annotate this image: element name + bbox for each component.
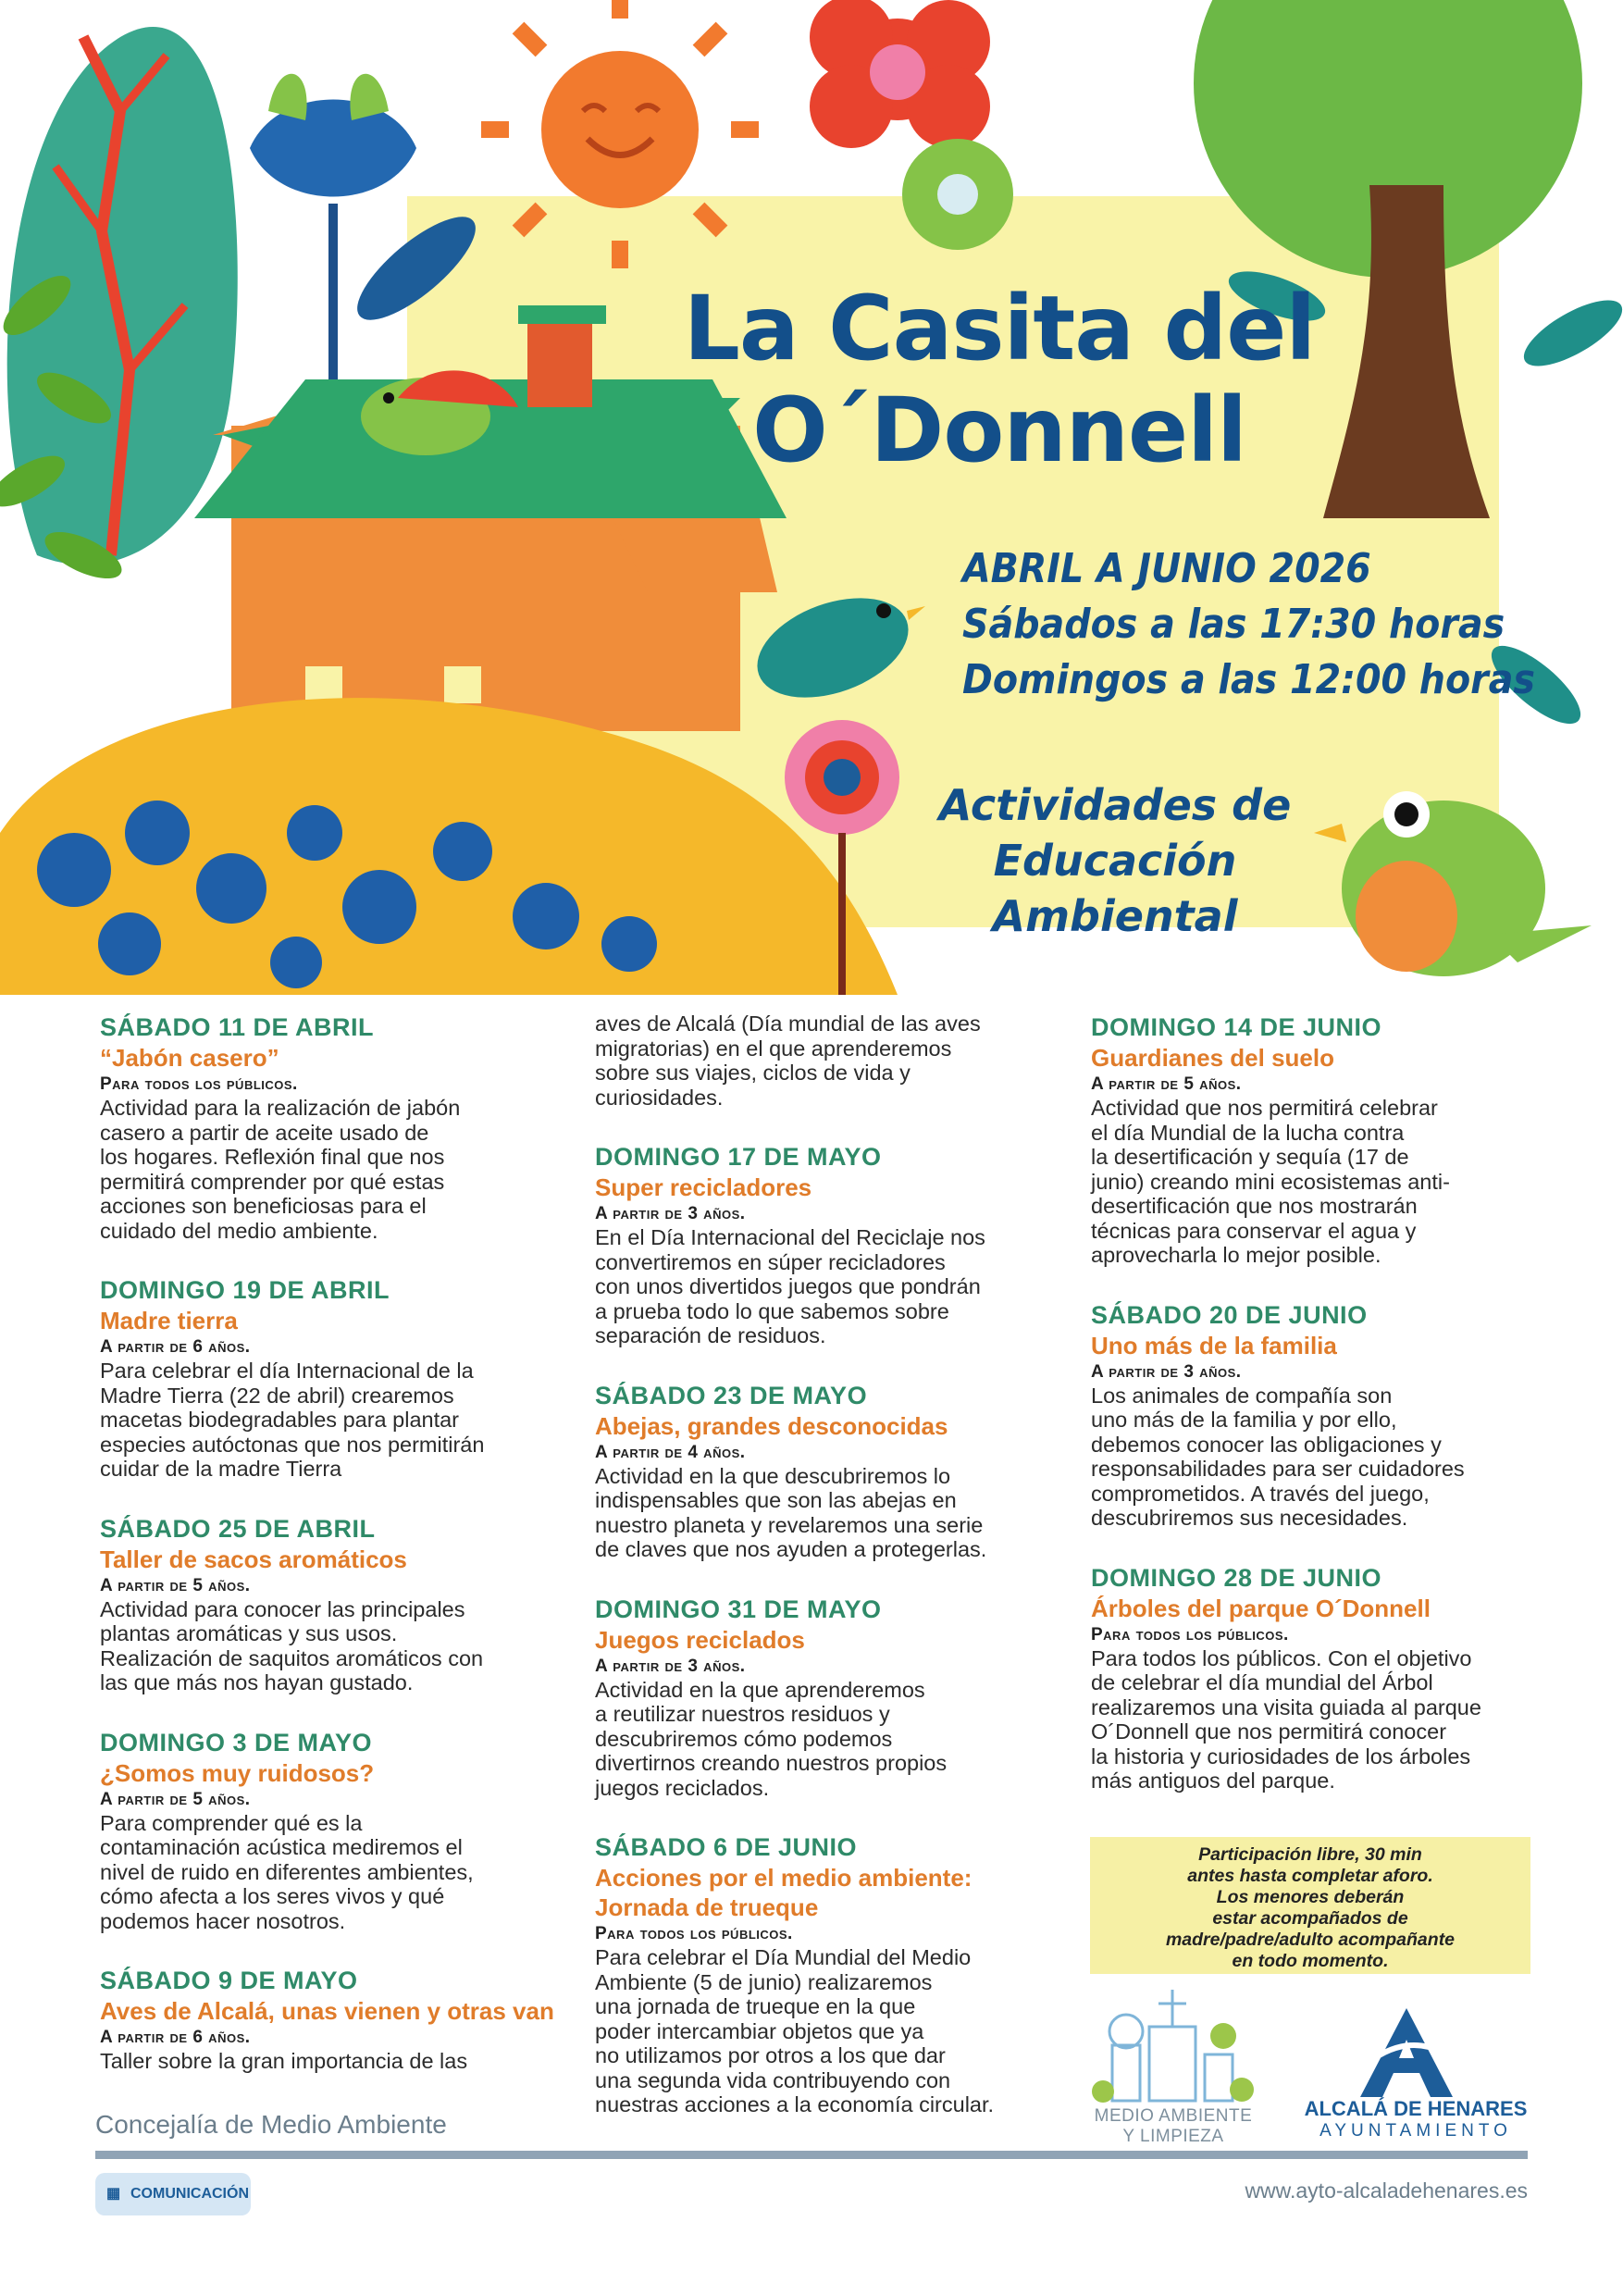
event-date: SÁBADO 9 DE MAYO [100, 1967, 358, 1994]
event-description-line: uno más de la familia y por ello, [1091, 1408, 1397, 1432]
event-description-line: descubriremos sus necesidades. [1091, 1506, 1408, 1530]
event-title: Guardianes del suelo [1091, 1044, 1334, 1072]
event-description-line: casero a partir de aceite usado de [100, 1120, 429, 1145]
event-block [595, 1011, 1058, 1110]
event-audience: A partir de 3 años. [595, 1204, 746, 1223]
event-title: Super recicladores [595, 1173, 812, 1201]
note-line: en todo momento. [1232, 1951, 1389, 1971]
event-description-line: junio) creando mini ecosistemas anti- [1091, 1169, 1450, 1194]
comunicacion-badge [95, 2173, 251, 2215]
event-description-line: con unos divertidos juegos que pondrán [595, 1274, 981, 1298]
event-description-line: una segunda vida contribuyendo con [595, 2067, 951, 2092]
event-description-line: los hogares. Reflexión final que nos [100, 1145, 445, 1169]
title-line-2: O´Donnell [752, 379, 1246, 482]
event-title: Acciones por el medio ambiente: Jornada de trueque [595, 1864, 973, 1921]
event-date: DOMINGO 19 DE ABRIL [100, 1276, 390, 1304]
event-description-line: En el Día Internacional del Reciclaje nos [595, 1225, 985, 1249]
comunicacion-icon: ▦ [106, 2186, 121, 2202]
event-block [100, 1965, 563, 2074]
event-date: SÁBADO 25 DE ABRIL [100, 1514, 376, 1543]
red-flower-top [810, 0, 990, 148]
column-1 [100, 1011, 563, 2105]
event-audience: A partir de 6 años. [100, 2028, 251, 2047]
event-description-line: curiosidades. [595, 1085, 724, 1110]
event-date: SÁBADO 23 DE MAYO [595, 1381, 868, 1409]
event-audience: Para todos los públicos. [595, 1924, 793, 1943]
event-description-line: juegos reciclados. [595, 1775, 770, 1800]
event-description-line: nivel de ruido en diferentes ambientes, [100, 1859, 474, 1884]
event-description-line: acciones son beneficiosas para el [100, 1194, 427, 1218]
note-line: madre/padre/adulto acompañante [1165, 1930, 1456, 1950]
event-description-line: poder intercambiar objetos que ya [595, 2018, 924, 2043]
event-description-line: de claves que nos ayuden a protegerlas. [595, 1537, 987, 1561]
event-title: “Jabón casero” [100, 1044, 279, 1072]
schedule [962, 541, 1535, 708]
event-description-line: las que más nos hayan gustado. [100, 1670, 414, 1694]
event-description-line: desertificación que nos mostrarán [1091, 1194, 1418, 1218]
event-audience: A partir de 3 años. [595, 1656, 746, 1676]
sunday-time: Domingos a las 12:00 horas [962, 656, 1535, 703]
event-description-line: más antiguos del parque. [1091, 1769, 1335, 1793]
event-description-line: sobre sus viajes, ciclos de vida y [595, 1061, 911, 1085]
event-title: Madre tierra [100, 1307, 238, 1334]
event-description-line: no utilizamos por otros a los que dar [595, 2043, 946, 2067]
activities-heading [911, 777, 1319, 944]
event-description-line: especies autóctonas que nos permitirán [100, 1432, 485, 1457]
ayuntamiento: AYUNTAMIENTO [1319, 2121, 1512, 2141]
footer-divider [95, 2151, 1528, 2159]
event-title: Árboles del parque O´Donnell [1091, 1594, 1431, 1622]
event-description-line: aprovecharla lo mejor posible. [1091, 1243, 1381, 1267]
ma-line-2: Y LIMPIEZA [1122, 2127, 1224, 2146]
event-description-line: Los animales de compañía son [1091, 1383, 1393, 1408]
event-block [1091, 1562, 1554, 1793]
event-description-line: nuestras acciones a la economía circular. [595, 2092, 995, 2116]
title-line-1: La Casita del [683, 277, 1316, 380]
event-block [595, 1380, 1058, 1562]
participation-note [1090, 1837, 1530, 1974]
event-description-line: descubriremos cómo podemos [595, 1726, 893, 1751]
blue-flower [250, 100, 416, 197]
event-description-line: debemos conocer las obligaciones y [1091, 1432, 1442, 1457]
note-line: estar acompañados de [1212, 1908, 1408, 1929]
alcala-name: ALCALÁ DE HENARES [1304, 2097, 1528, 2120]
event-audience: Para todos los públicos. [1091, 1624, 1289, 1644]
event-description-line: Actividad para conocer las principales [100, 1596, 465, 1621]
event-title: Abejas, grandes desconocidas [595, 1411, 948, 1440]
event-description-line: responsabilidades para ser cuidadores [1091, 1457, 1465, 1481]
event-description-line: nuestro planeta y revelaremos una serie [595, 1512, 984, 1537]
event-title: Aves de Alcalá, unas vienen y otras van [100, 1997, 554, 2025]
activities-line-2: Educación Ambiental [992, 836, 1238, 941]
event-description-line: cuidar de la madre Tierra [100, 1457, 342, 1481]
event-description-line: Actividad en la que aprenderemos [595, 1677, 925, 1702]
event-description-line: Realización de saquitos aromáticos con [100, 1645, 484, 1670]
event-description-line: Para todos los públicos. Con el objetivo [1091, 1645, 1472, 1670]
event-description-line: cómo afecta a los seres vivos y qué [100, 1884, 445, 1908]
event-audience: A partir de 5 años. [100, 1575, 251, 1595]
event-block [100, 1274, 563, 1482]
green-flower [902, 139, 1013, 250]
event-date: DOMINGO 31 DE MAYO [595, 1595, 882, 1623]
event-description-line: Actividad que nos permitirá celebrar [1091, 1096, 1438, 1120]
alcala-logo-icon [1351, 2006, 1462, 2099]
event-description-line: a reutilizar nuestros residuos y [595, 1702, 890, 1726]
event-description-line: una jornada de trueque en la que [595, 1994, 916, 2018]
event-description-line: O´Donnell que nos permitirá conocer [1091, 1719, 1447, 1744]
medio-ambiente-text [1073, 2106, 1273, 2147]
event-block [100, 1513, 563, 1695]
note-line: antes hasta completar aforo. [1187, 1866, 1433, 1886]
event-title: Juegos reciclados [595, 1625, 805, 1654]
event-description-line: Ambiente (5 de junio) realizaremos [595, 1969, 933, 1994]
event-audience: A partir de 3 años. [1091, 1361, 1242, 1382]
event-date: SÁBADO 6 DE JUNIO [595, 1833, 858, 1861]
event-block [1091, 1299, 1554, 1531]
note-line: Participación libre, 30 min [1198, 1844, 1422, 1865]
event-description-line: la historia y curiosidades de los árboles [1091, 1744, 1471, 1769]
event-description-line: migratorias) en el que aprenderemos [595, 1036, 952, 1061]
event-audience: A partir de 5 años. [100, 1789, 251, 1809]
event-description-line: Taller sobre la gran importancia de las [100, 2049, 468, 2073]
event-description-line: Para celebrar el día Internacional de la [100, 1359, 474, 1383]
date-range: ABRIL A JUNIO 2026 [962, 545, 1371, 592]
event-description-line: Madre Tierra (22 de abril) crearemos [100, 1383, 454, 1408]
event-description-line: técnicas para conservar el agua y [1091, 1218, 1417, 1243]
event-description-line: realizaremos una visita guiada al parque [1091, 1694, 1481, 1719]
event-description-line: la desertificación y sequía (17 de [1091, 1145, 1409, 1169]
event-description-line: convertiremos en súper recicladores [595, 1249, 946, 1274]
event-block [100, 1727, 563, 1934]
event-block [100, 1011, 563, 1243]
event-description-line: Para comprender qué es la [100, 1810, 363, 1835]
event-description-line: Actividad para la realización de jabón [100, 1096, 461, 1120]
event-description-line: el día Mundial de la lucha contra [1091, 1120, 1405, 1145]
event-description-line: Actividad en la que descubriremos lo [595, 1463, 951, 1488]
saturday-time: Sábados a las 17:30 horas [962, 601, 1505, 648]
event-date: DOMINGO 3 DE MAYO [100, 1728, 373, 1756]
event-audience: A partir de 6 años. [100, 1337, 251, 1357]
event-description-line: Para celebrar el Día Mundial del Medio [595, 1945, 972, 1969]
event-description-line: permitirá comprender por qué estas [100, 1169, 445, 1194]
column-2 [595, 1011, 1058, 2149]
event-description-line: divertirnos creando nuestros propios [595, 1751, 948, 1775]
event-date: DOMINGO 17 DE MAYO [595, 1143, 882, 1171]
event-title: Uno más de la familia [1091, 1331, 1337, 1359]
event-title: Taller de sacos aromáticos [100, 1545, 407, 1573]
poster-title [648, 278, 1351, 481]
event-date: DOMINGO 28 DE JUNIO [1091, 1563, 1382, 1592]
event-block [595, 1141, 1058, 1348]
ma-line-1: MEDIO AMBIENTE [1094, 2106, 1253, 2126]
event-audience: Para todos los públicos. [100, 1074, 298, 1094]
event-description-line: indispensables que son las abejas en [595, 1488, 957, 1512]
note-line: Los menores deberán [1216, 1887, 1405, 1907]
event-audience: A partir de 5 años. [1091, 1074, 1242, 1094]
event-description-line: contaminación acústica mediremos el [100, 1835, 463, 1859]
website-link[interactable]: www.ayto-alcaladehenares.es [1245, 2178, 1528, 2203]
event-block [595, 1594, 1058, 1801]
event-title: ¿Somos muy ruidosos? [100, 1758, 375, 1787]
event-description-line: plantas aromáticas y sus usos. [100, 1621, 398, 1645]
event-description-line: cuidado del medio ambiente. [100, 1218, 378, 1243]
event-description-line: podemos hacer nosotros. [100, 1908, 346, 1933]
illustration [0, 0, 1623, 995]
event-description-line: a prueba todo lo que sabemos sobre [595, 1298, 949, 1323]
hero-illustration [0, 0, 1623, 995]
event-description-line: comprometidos. A través del juego, [1091, 1481, 1430, 1506]
event-date: DOMINGO 14 DE JUNIO [1091, 1013, 1382, 1041]
column-3 [1091, 1011, 1554, 1825]
event-date: SÁBADO 11 DE ABRIL [100, 1013, 375, 1041]
medio-ambiente-logo-icon [1084, 1980, 1260, 2110]
badge-label: COMUNICACIÓN [130, 2186, 249, 2202]
event-block [595, 1831, 1058, 2117]
activities-line-1: Actividades de [938, 780, 1292, 830]
event-audience: A partir de 4 años. [595, 1442, 746, 1462]
department-label: Concejalía de Medio Ambiente [95, 2110, 447, 2139]
event-description-line: aves de Alcalá (Día mundial de las aves [595, 1011, 981, 1036]
event-description-line: macetas biodegradables para plantar [100, 1408, 460, 1432]
event-date: SÁBADO 20 DE JUNIO [1091, 1300, 1368, 1329]
event-description-line: separación de residuos. [595, 1323, 826, 1347]
event-description-line: de celebrar el día mundial del Árbol [1091, 1670, 1433, 1694]
event-block [1091, 1011, 1554, 1268]
